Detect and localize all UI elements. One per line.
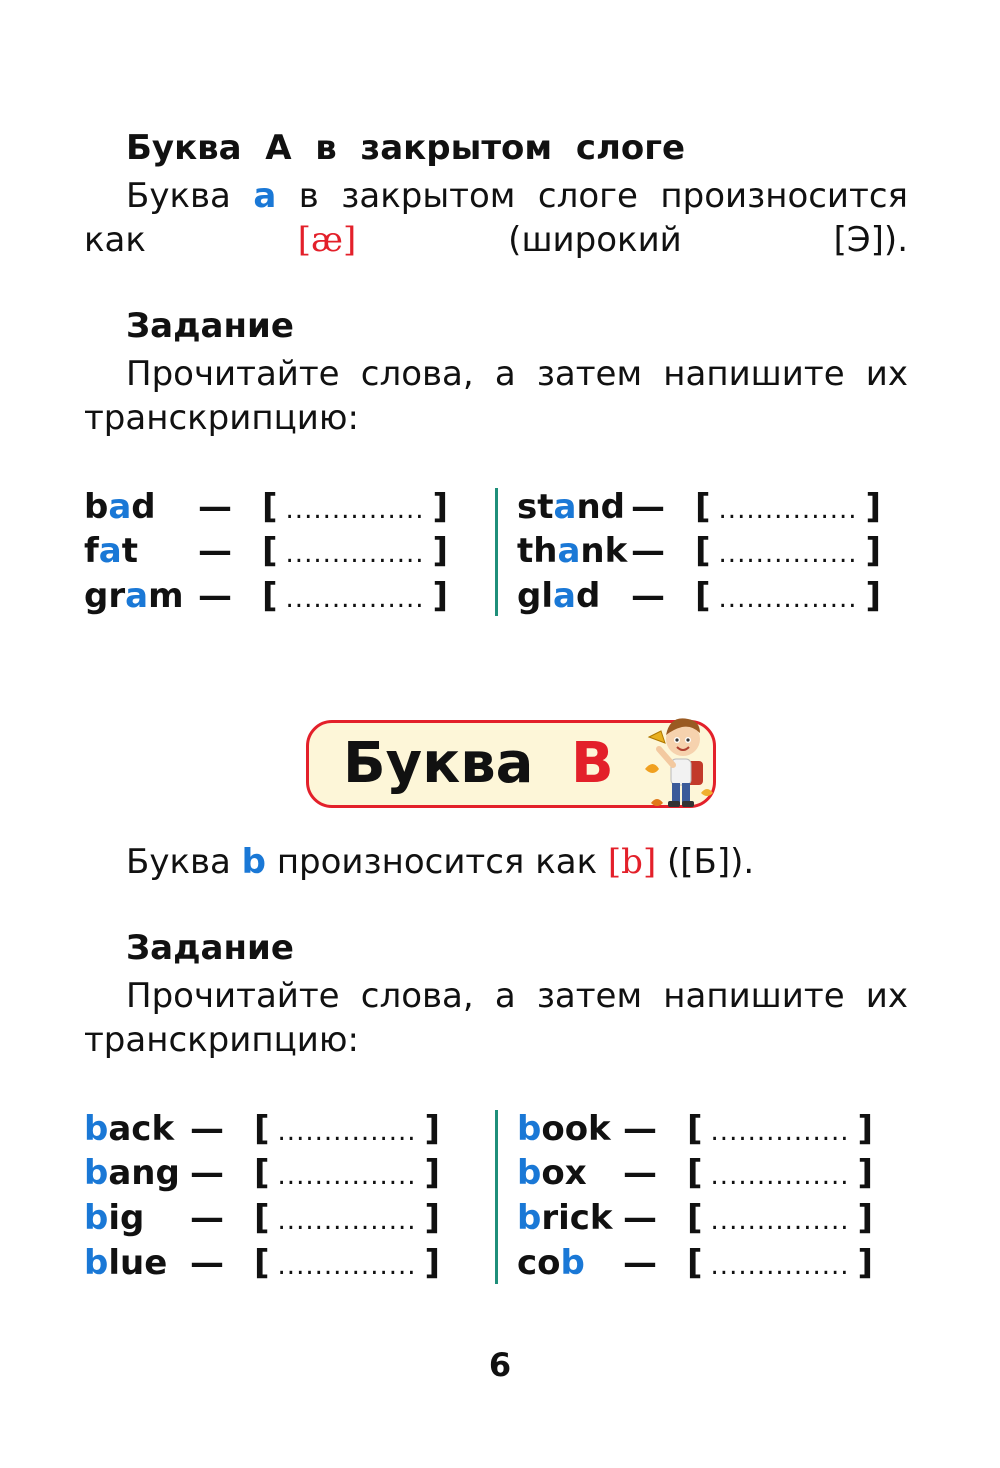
bracket-open: [	[687, 1242, 703, 1283]
section-b-intro	[126, 840, 754, 884]
bracket-close: ]	[432, 486, 449, 527]
dotted-line: ...............	[710, 1116, 850, 1147]
word-part: th	[517, 531, 558, 572]
transcription-blank[interactable]	[254, 1153, 440, 1193]
transcription-blank[interactable]	[687, 1198, 873, 1238]
letter-highlight: a	[557, 531, 581, 572]
word-row	[517, 1195, 873, 1240]
word-row	[517, 484, 881, 529]
transcription-blank[interactable]	[687, 1243, 873, 1283]
transcription-blank[interactable]	[695, 487, 881, 527]
transcription-blank[interactable]	[695, 576, 881, 616]
dotted-line: ...............	[277, 1250, 417, 1281]
task-title: Задание	[126, 306, 294, 346]
bracket-close: ]	[432, 531, 449, 572]
dash: —	[190, 1242, 224, 1283]
letter-highlight: b	[84, 1108, 109, 1149]
bracket-open: [	[262, 531, 278, 572]
word-part: b	[84, 486, 109, 527]
word	[517, 1197, 613, 1238]
word	[517, 1109, 609, 1149]
letter-highlight: b	[560, 1242, 585, 1283]
letter-banner	[306, 720, 716, 808]
word-part: gr	[84, 575, 126, 616]
bracket-open: [	[687, 1108, 703, 1149]
word-part: gl	[517, 575, 553, 616]
transcription-blank[interactable]	[695, 531, 881, 571]
word-part: ox	[541, 1153, 587, 1194]
bracket-open: [	[695, 575, 711, 616]
bracket-close: ]	[424, 1108, 441, 1149]
word-part: f	[84, 531, 99, 572]
bracket-close: ]	[857, 1153, 874, 1194]
bracket-close: ]	[865, 575, 882, 616]
column-divider	[495, 488, 498, 616]
dash: —	[190, 1153, 224, 1194]
word-part: lue	[108, 1242, 168, 1283]
task-text: Прочитайте слова, а затем напишите их транскрипцию:	[84, 976, 908, 1060]
banner-word: Буква	[343, 731, 534, 796]
word	[84, 1198, 176, 1238]
word	[517, 1243, 609, 1283]
letter-highlight: b	[241, 842, 267, 882]
transcription-blank[interactable]	[254, 1109, 440, 1149]
word-row	[84, 484, 448, 529]
dotted-line: ...............	[718, 494, 858, 525]
intro-text: Буква	[126, 176, 254, 216]
word-row	[517, 1151, 873, 1196]
dotted-line: ...............	[710, 1161, 850, 1192]
transcription-blank[interactable]	[262, 576, 448, 616]
word-part: ig	[108, 1197, 145, 1238]
bracket-open: [	[254, 1153, 270, 1194]
dotted-line: ...............	[277, 1116, 417, 1147]
dash: —	[190, 1108, 224, 1149]
bracket-open: [	[687, 1153, 703, 1194]
section-a-title: Буква А в закрытом слоге	[126, 128, 686, 168]
dotted-line: ...............	[285, 583, 425, 614]
word-row	[517, 1106, 873, 1151]
word	[84, 487, 184, 527]
bracket-open: [	[262, 575, 278, 616]
word-part: ang	[108, 1153, 180, 1194]
intro-text: в закрытом слоге произносится как	[84, 176, 908, 260]
dotted-line: ...............	[285, 539, 425, 570]
bracket-close: ]	[424, 1242, 441, 1283]
bracket-open: [	[254, 1242, 270, 1283]
dash: —	[198, 531, 232, 572]
word	[517, 1153, 609, 1193]
bracket-close: ]	[865, 531, 882, 572]
bracket-open: [	[687, 1197, 703, 1238]
word-part: st	[517, 486, 554, 527]
dash: —	[198, 575, 232, 616]
transcription-blank[interactable]	[254, 1198, 440, 1238]
word	[517, 531, 628, 572]
dash: —	[623, 1197, 657, 1238]
word-row	[84, 1195, 440, 1240]
intro-text: Буква	[126, 842, 242, 882]
word-row	[517, 573, 881, 618]
dotted-line: ...............	[718, 539, 858, 570]
section-a-intro	[84, 174, 908, 262]
word-row	[84, 573, 448, 618]
word-part: ack	[108, 1108, 175, 1149]
word-row	[84, 1240, 440, 1285]
word-row	[84, 1151, 440, 1196]
word-part: co	[517, 1242, 561, 1283]
transcription-blank[interactable]	[687, 1153, 873, 1193]
column-divider	[495, 1110, 498, 1284]
bracket-close: ]	[865, 486, 882, 527]
transcription-blank[interactable]	[262, 487, 448, 527]
intro-text: (широкий [Э]).	[356, 220, 908, 260]
letter-highlight: b	[84, 1197, 109, 1238]
dash: —	[631, 486, 665, 527]
dotted-line: ...............	[710, 1250, 850, 1281]
word-part: d	[575, 575, 601, 616]
letter-highlight: a	[553, 486, 577, 527]
dash: —	[623, 1153, 657, 1194]
schoolboy-illustration	[635, 707, 719, 819]
word-row	[517, 1240, 873, 1285]
letter-highlight: b	[517, 1108, 542, 1149]
dash: —	[190, 1197, 224, 1238]
transcription-blank[interactable]	[262, 531, 448, 571]
letter-highlight: b	[84, 1242, 109, 1283]
dash: —	[631, 575, 665, 616]
bracket-open: [	[695, 531, 711, 572]
word	[84, 1109, 176, 1149]
bracket-open: [	[695, 486, 711, 527]
bracket-close: ]	[424, 1197, 441, 1238]
letter-highlight: b	[84, 1153, 109, 1194]
bracket-close: ]	[857, 1197, 874, 1238]
bracket-open: [	[254, 1108, 270, 1149]
word-part: rick	[541, 1197, 613, 1238]
letter-highlight: a	[98, 531, 122, 572]
word-part: nk	[580, 531, 628, 572]
letter-highlight: b	[517, 1153, 542, 1194]
bracket-close: ]	[857, 1242, 874, 1283]
letter-highlight: a	[108, 486, 132, 527]
intro-text: произносится как	[266, 842, 608, 882]
sound-transcription: [b]	[607, 842, 657, 882]
word-part: m	[148, 575, 184, 616]
transcription-blank[interactable]	[254, 1243, 440, 1283]
word	[84, 1153, 180, 1194]
word-part: t	[121, 531, 139, 572]
letter-highlight: a	[553, 575, 576, 616]
bracket-open: [	[254, 1197, 270, 1238]
dash: —	[623, 1242, 657, 1283]
letter-highlight: a	[253, 176, 277, 216]
banner-letter: B	[571, 731, 614, 796]
word	[517, 576, 617, 616]
page-number: 6	[488, 1346, 512, 1384]
task-text: Прочитайте слова, а затем напишите их транскрипцию:	[84, 354, 908, 438]
word-part: ook	[541, 1108, 611, 1149]
transcription-blank[interactable]	[687, 1109, 873, 1149]
letter-highlight: a	[125, 575, 149, 616]
word-part: nd	[576, 486, 625, 527]
dotted-line: ...............	[277, 1161, 417, 1192]
word-row	[84, 529, 448, 574]
dotted-line: ...............	[277, 1205, 417, 1236]
word-part: d	[131, 486, 156, 527]
bracket-close: ]	[432, 575, 449, 616]
dash: —	[623, 1108, 657, 1149]
task-title: Задание	[126, 928, 294, 968]
dotted-line: ...............	[285, 494, 425, 525]
word	[517, 486, 625, 527]
word	[84, 531, 184, 571]
word-row	[517, 529, 881, 574]
dash: —	[631, 531, 665, 572]
word	[84, 576, 184, 616]
letter-highlight: b	[517, 1197, 542, 1238]
word-row	[84, 1106, 440, 1151]
intro-text: ([Б]).	[656, 842, 755, 882]
bracket-open: [	[262, 486, 278, 527]
dotted-line: ...............	[710, 1205, 850, 1236]
bracket-close: ]	[424, 1153, 441, 1194]
sound-transcription: [æ]	[297, 220, 357, 260]
bracket-close: ]	[857, 1108, 874, 1149]
dotted-line: ...............	[718, 583, 858, 614]
dash: —	[198, 486, 232, 527]
word	[84, 1243, 176, 1283]
